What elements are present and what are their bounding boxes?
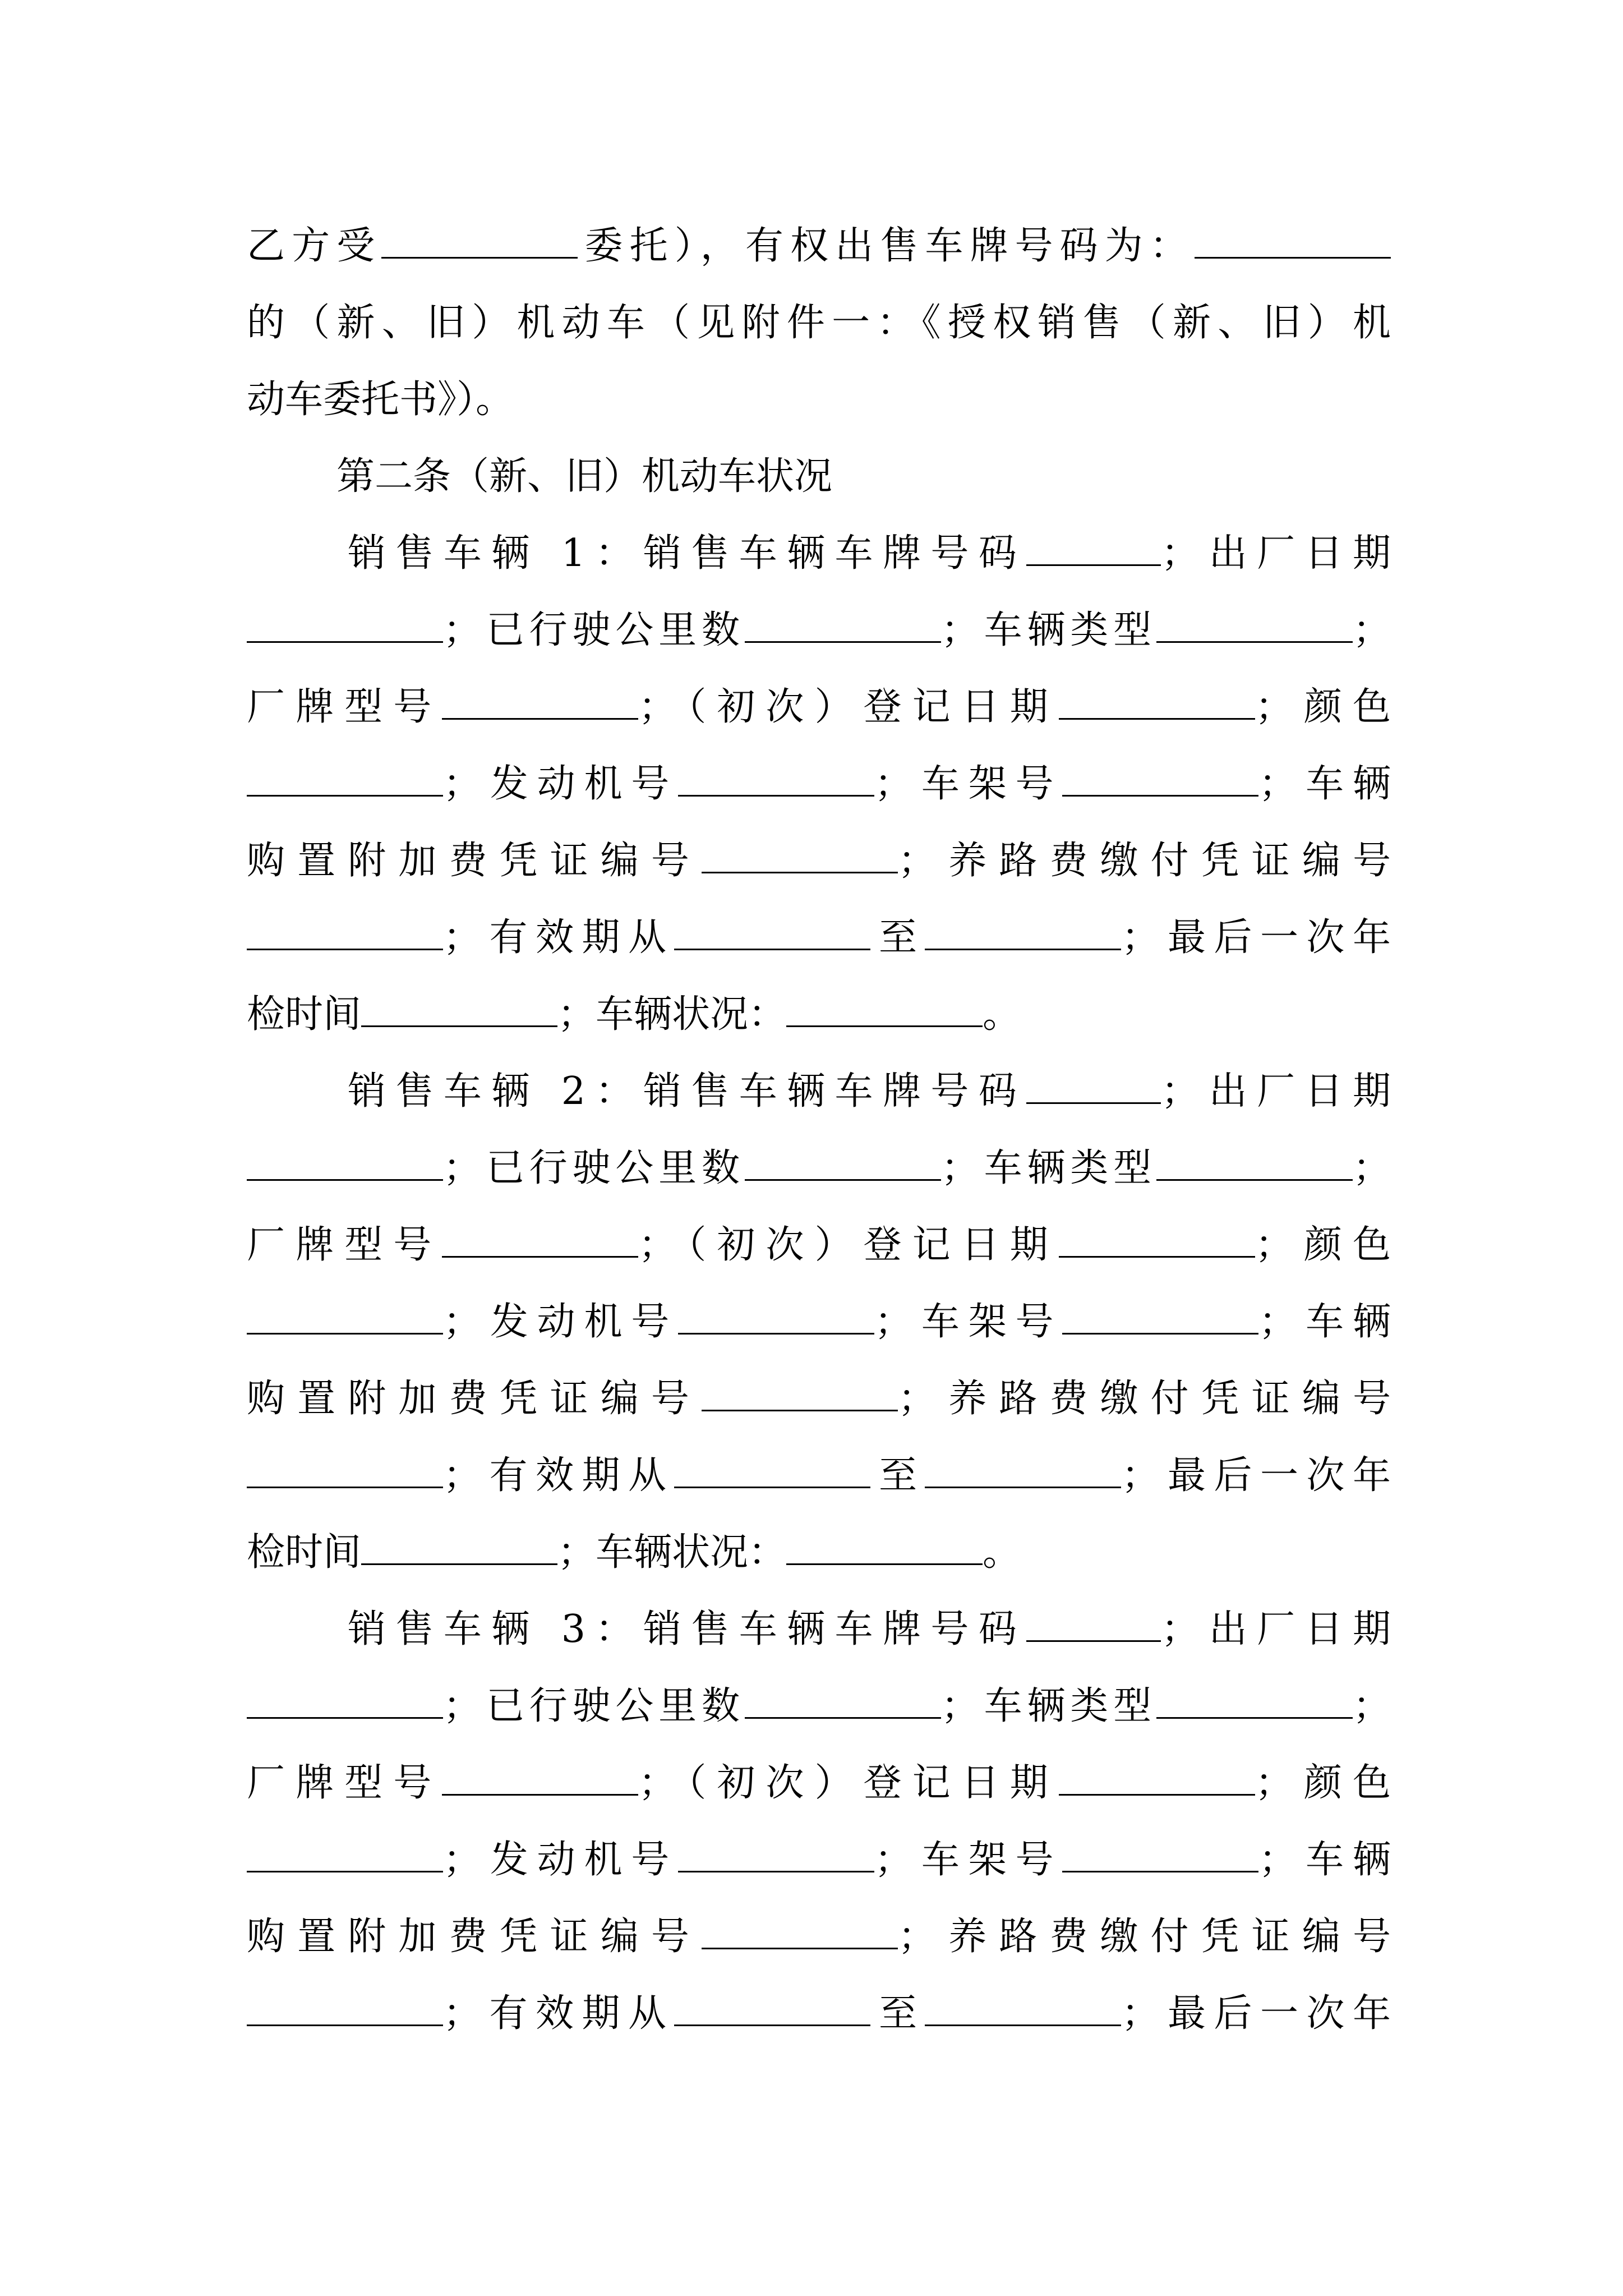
fill-blank[interactable]	[361, 1531, 557, 1565]
fill-blank[interactable]	[925, 916, 1121, 950]
fill-blank[interactable]	[1156, 1147, 1353, 1181]
text-segment: ；车辆类型	[940, 608, 1156, 652]
contract-line	[247, 284, 1391, 361]
fill-blank[interactable]	[1156, 1685, 1353, 1719]
text-segment: ；颜色	[1255, 1223, 1391, 1267]
text-segment: 销售车辆车牌号码	[643, 531, 1027, 576]
vehicle-1-line-3	[247, 669, 1391, 746]
fill-blank[interactable]	[1026, 532, 1161, 566]
fill-blank[interactable]	[1026, 1608, 1161, 1642]
text-segment: 销售车辆车牌号码	[643, 1069, 1027, 1114]
fill-blank[interactable]	[745, 609, 941, 643]
text-segment: 动车委托书》）。	[247, 378, 514, 422]
text-segment: ；已行驶公里数	[443, 608, 745, 652]
section-title: 第二条（新、旧）机动车状况	[336, 454, 833, 499]
vehicle-label: 销售车辆 1：	[348, 531, 643, 576]
text-segment: ；养路费缴付凭证编号	[898, 1915, 1391, 1959]
text-segment: 委托），有权出售车牌号码为：	[578, 224, 1195, 268]
text-segment: ；已行驶公里数	[443, 1146, 745, 1190]
text-segment: 厂牌型号	[247, 685, 442, 729]
text-segment: ；养路费缴付凭证编号	[898, 1377, 1391, 1421]
fill-blank[interactable]	[442, 685, 638, 720]
fill-blank[interactable]	[442, 1223, 638, 1258]
text-segment: 检时间	[247, 992, 362, 1037]
text-segment: ；最后一次年	[1121, 915, 1391, 960]
fill-blank[interactable]	[1062, 1838, 1258, 1872]
vehicle-1-line-6	[247, 899, 1391, 976]
text-segment: ；车辆类型	[940, 1146, 1156, 1190]
text-segment: ；出厂日期	[1161, 1607, 1391, 1651]
fill-blank[interactable]	[786, 1531, 983, 1565]
text-segment: ；最后一次年	[1121, 1991, 1391, 2036]
fill-blank[interactable]	[1062, 1300, 1258, 1335]
text-segment: ；出厂日期	[1161, 1069, 1391, 1114]
fill-blank[interactable]	[247, 1992, 443, 2026]
text-segment: ；（初次）登记日期	[638, 685, 1059, 729]
fill-blank[interactable]	[1059, 1223, 1255, 1258]
vehicle-1-line-2	[247, 592, 1391, 669]
text-segment: 厂牌型号	[247, 1761, 442, 1805]
vehicle-3-line-2	[247, 1668, 1391, 1745]
text-segment: ；车辆状况：	[557, 992, 787, 1037]
text-segment: ；车架号	[874, 762, 1063, 806]
vehicle-1-line-7	[247, 976, 1391, 1053]
section-heading	[247, 438, 1391, 515]
text-segment: ；出厂日期	[1161, 531, 1391, 576]
text-segment: ；车辆	[1258, 1300, 1391, 1344]
fill-blank[interactable]	[442, 1761, 638, 1796]
vehicle-2-line-2	[247, 1130, 1391, 1207]
text-segment: ；（初次）登记日期	[638, 1761, 1059, 1805]
vehicle-label: 销售车辆 3：	[348, 1607, 643, 1651]
vehicle-2-line-7	[247, 1514, 1391, 1591]
fill-blank[interactable]	[247, 1838, 443, 1872]
fill-blank[interactable]	[1156, 609, 1353, 643]
fill-blank[interactable]	[247, 609, 443, 643]
fill-blank[interactable]	[361, 993, 557, 1027]
fill-blank[interactable]	[247, 916, 443, 950]
fill-blank[interactable]	[1026, 1070, 1161, 1104]
text-segment: 检时间	[247, 1530, 362, 1575]
fill-blank[interactable]	[247, 1454, 443, 1488]
fill-blank[interactable]	[674, 1992, 870, 2026]
text-segment: ；发动机号	[443, 1300, 679, 1344]
fill-blank[interactable]	[1195, 224, 1391, 259]
text-segment: 。	[983, 992, 1021, 1037]
fill-blank[interactable]	[1059, 1761, 1255, 1796]
vehicle-2-line-3	[247, 1207, 1391, 1283]
text-segment: 购置附加费凭证编号	[247, 1915, 702, 1959]
vehicle-2-line-4	[247, 1283, 1391, 1360]
text-segment: ；最后一次年	[1121, 1453, 1391, 1498]
vehicle-3-line-4	[247, 1821, 1391, 1898]
vehicle-3-line-5	[247, 1898, 1391, 1975]
fill-blank[interactable]	[786, 993, 983, 1027]
text-segment: 乙方受	[247, 224, 382, 268]
fill-blank[interactable]	[745, 1685, 941, 1719]
vehicle-1-line-4	[247, 746, 1391, 822]
vehicle-2-line-6	[247, 1437, 1391, 1514]
text-segment: ；已行驶公里数	[443, 1684, 745, 1728]
vehicle-2-line-5	[247, 1360, 1391, 1437]
text-segment: ；车架号	[874, 1300, 1063, 1344]
vehicle-2-line-1	[247, 1053, 1391, 1130]
text-segment: ；有效期从	[443, 1453, 675, 1498]
text-segment: ；车辆	[1258, 1838, 1391, 1882]
text-segment: ；有效期从	[443, 1991, 675, 2036]
fill-blank[interactable]	[1059, 685, 1255, 720]
text-segment: ；颜色	[1255, 685, 1391, 729]
contract-line	[247, 361, 1391, 438]
fill-blank[interactable]	[925, 1992, 1121, 2026]
fill-blank[interactable]	[381, 224, 578, 259]
text-segment: ；有效期从	[443, 915, 675, 960]
vehicle-3-line-1	[247, 1591, 1391, 1668]
fill-blank[interactable]	[678, 1300, 874, 1335]
text-segment: ；车辆	[1258, 762, 1391, 806]
text-segment: 厂牌型号	[247, 1223, 442, 1267]
fill-blank[interactable]	[247, 1300, 443, 1335]
fill-blank[interactable]	[702, 1377, 898, 1411]
fill-blank[interactable]	[702, 839, 898, 873]
vehicle-label: 销售车辆 2：	[348, 1069, 643, 1114]
text-segment: 的（新、旧）机动车（见附件一：《授权销售（新、旧）机	[247, 301, 1391, 345]
vehicle-1-line-5	[247, 822, 1391, 899]
text-segment: ；发动机号	[443, 1838, 679, 1882]
text-segment: ；	[1352, 1146, 1391, 1190]
text-segment: ；	[1352, 608, 1391, 652]
text-segment: 至	[870, 1453, 925, 1498]
fill-blank[interactable]	[247, 1147, 443, 1181]
fill-blank[interactable]	[745, 1147, 941, 1181]
vehicle-1-line-1	[247, 515, 1391, 592]
text-segment: 。	[983, 1530, 1021, 1575]
text-segment: ；（初次）登记日期	[638, 1223, 1059, 1267]
contract-line	[247, 208, 1391, 284]
vehicle-3-line-6	[247, 1975, 1391, 2052]
fill-blank[interactable]	[702, 1915, 898, 1949]
vehicle-3-line-3	[247, 1745, 1391, 1821]
text-segment: ；养路费缴付凭证编号	[898, 839, 1391, 883]
text-segment: 销售车辆车牌号码	[643, 1607, 1027, 1651]
fill-blank[interactable]	[674, 916, 870, 950]
fill-blank[interactable]	[674, 1454, 870, 1488]
text-segment: ；车辆类型	[940, 1684, 1156, 1728]
fill-blank[interactable]	[678, 1838, 874, 1872]
fill-blank[interactable]	[247, 762, 443, 797]
fill-blank[interactable]	[1062, 762, 1258, 797]
text-segment: 至	[870, 915, 925, 960]
text-segment: ；车辆状况：	[557, 1530, 787, 1575]
fill-blank[interactable]	[247, 1685, 443, 1719]
text-segment: ；颜色	[1255, 1761, 1391, 1805]
text-segment: ；发动机号	[443, 762, 679, 806]
text-segment: ；车架号	[874, 1838, 1063, 1882]
text-segment: ；	[1352, 1684, 1391, 1728]
fill-blank[interactable]	[678, 762, 874, 797]
text-segment: 至	[870, 1991, 925, 2036]
fill-blank[interactable]	[925, 1454, 1121, 1488]
text-segment: 购置附加费凭证编号	[247, 1377, 702, 1421]
text-segment: 购置附加费凭证编号	[247, 839, 702, 883]
